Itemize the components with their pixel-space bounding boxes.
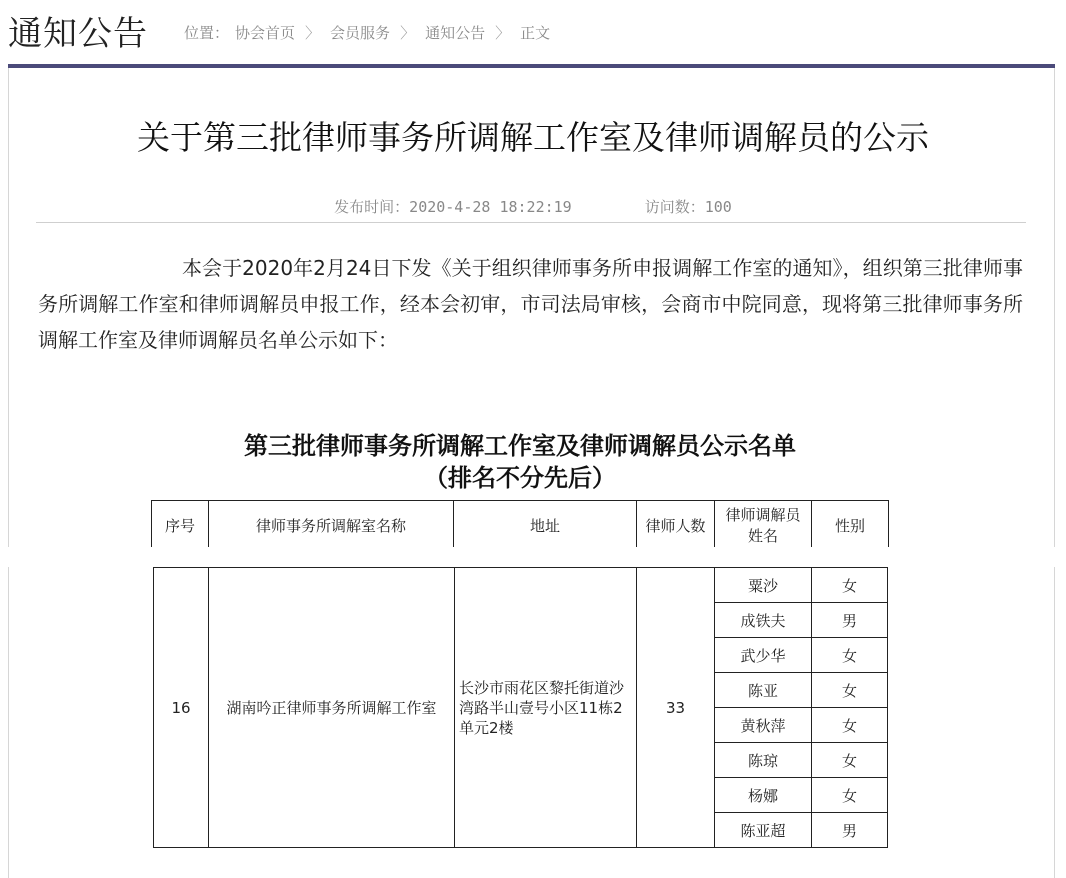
article-title: 关于第三批律师事务所调解工作室及律师调解员的公示 [137, 118, 929, 157]
header-mediator-line2: 姓名 [747, 527, 778, 545]
mediator-gender: 女 [812, 673, 888, 708]
header-mediator [715, 501, 812, 550]
header-lawyers: 律师人数 [637, 501, 715, 550]
article-meta [0, 196, 1066, 217]
mediator-name: 陈亚 [715, 673, 812, 708]
mediator-name: 成铁夫 [715, 603, 812, 638]
row-lawyers: 33 [637, 568, 715, 848]
meta-divider [36, 222, 1026, 223]
mediator-table [153, 567, 888, 848]
mediator-gender: 女 [812, 638, 888, 673]
image-gap [0, 547, 1066, 567]
list-title-sub: （排名不分先后） [424, 463, 616, 492]
mediator-gender: 女 [812, 708, 888, 743]
visit-count: 访问数：100 [644, 198, 732, 216]
table-header [151, 500, 889, 550]
mediator-gender: 男 [812, 603, 888, 638]
mediator-name: 武少华 [715, 638, 812, 673]
mediator-name: 陈亚超 [715, 813, 812, 848]
mediator-name: 杨娜 [715, 778, 812, 813]
header-address: 地址 [454, 501, 637, 550]
mediator-name: 陈琼 [715, 743, 812, 778]
list-title [0, 430, 1040, 494]
breadcrumb [184, 22, 550, 43]
mediator-gender: 男 [812, 813, 888, 848]
header-mediator-line1: 律师调解员 [725, 506, 801, 524]
breadcrumb-separator-icon: 〉 [495, 24, 511, 42]
content-frame-right [1054, 68, 1055, 878]
publish-time: 发布时间：2020-4-28 18:22:19 [334, 198, 572, 216]
mediator-name: 粟沙 [715, 568, 812, 603]
breadcrumb-separator-icon: 〉 [400, 24, 416, 42]
section-title: 通知公告 [8, 14, 148, 54]
mediator-name: 黄秋萍 [715, 708, 812, 743]
header-accent-bar [8, 64, 1055, 68]
breadcrumb-item-current: 正文 [520, 24, 551, 42]
breadcrumb-item-member-services[interactable]: 会员服务 [330, 24, 391, 42]
row-seq: 16 [154, 568, 209, 848]
table-row [154, 568, 888, 603]
breadcrumb-item-notices[interactable]: 通知公告 [425, 24, 486, 42]
header-seq: 序号 [152, 501, 209, 550]
breadcrumb-prefix: 位置： [184, 24, 230, 42]
mediator-gender: 女 [812, 568, 888, 603]
breadcrumb-item-home[interactable]: 协会首页 [235, 24, 296, 42]
row-address: 长沙市雨花区黎托街道沙湾路半山壹号小区11栋2单元2楼 [455, 568, 637, 848]
breadcrumb-separator-icon: 〉 [305, 24, 321, 42]
header-gender: 性别 [812, 501, 889, 550]
row-firm: 湖南吟正律师事务所调解工作室 [209, 568, 455, 848]
list-title-main: 第三批律师事务所调解工作室及律师调解员公示名单 [244, 431, 796, 460]
article-body: 本会于2020年2月24日下发《关于组织律师事务所申报调解工作室的通知》，组织第三批律师事务所调解工作室和律师调解员申报工作，经本会初审，市司法局审核，会商市中院同意，现将第三批律师事务所调解工作室及律师调解员名单公示如下： [38, 256, 1023, 352]
mediator-gender: 女 [812, 778, 888, 813]
header-firm: 律师事务所调解室名称 [209, 501, 454, 550]
mediator-gender: 女 [812, 743, 888, 778]
